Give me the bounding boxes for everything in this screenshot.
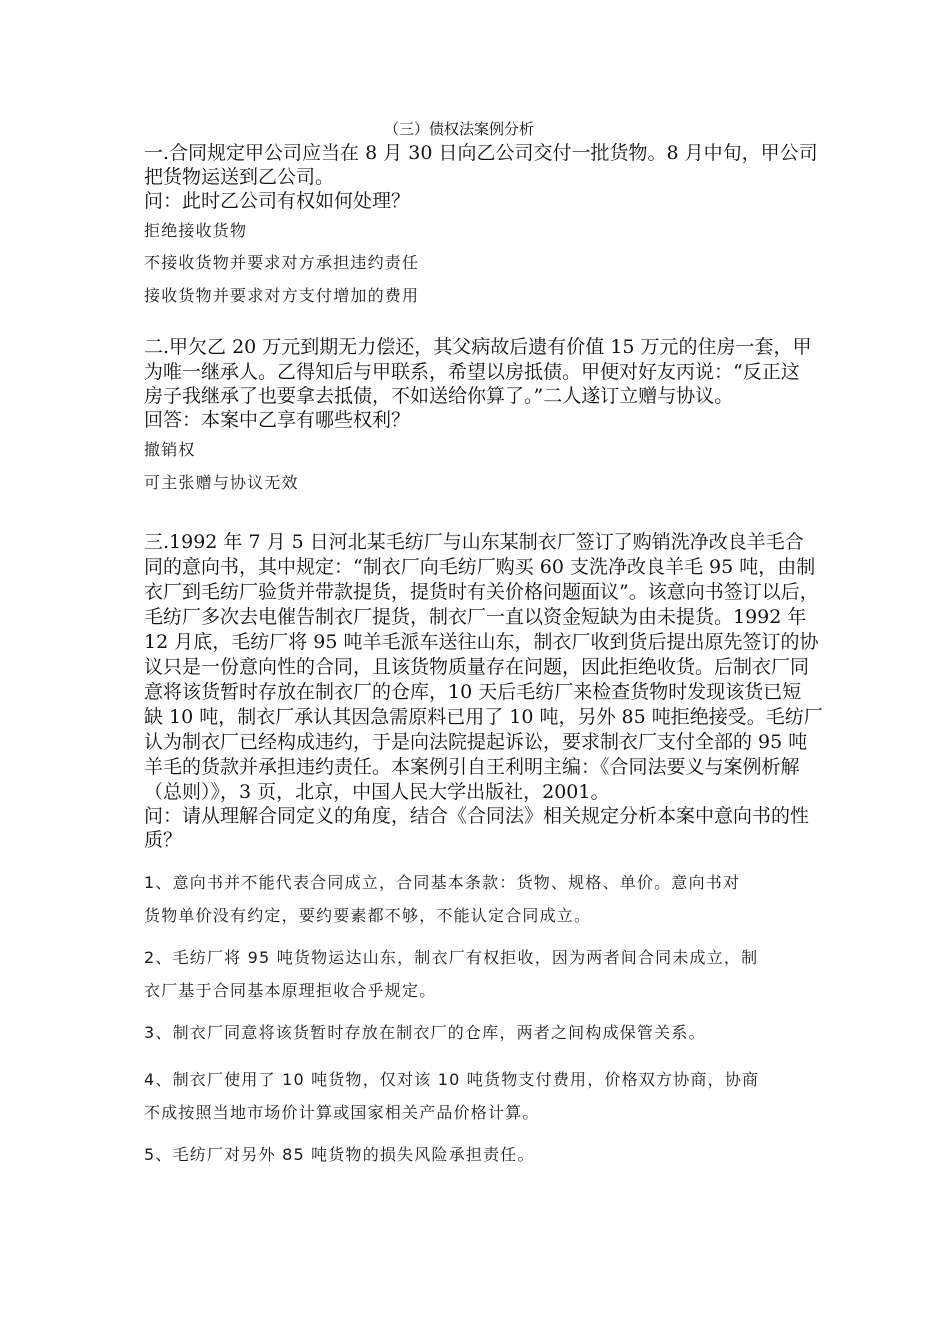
case3-question-line: 意将该货暂时存放在制衣厂的仓库，10 天后毛纺厂来检查货物时发现该货已短 [144, 681, 802, 703]
case3-question-line: 质？ [144, 829, 183, 851]
case2-question-line: 二.甲欠乙 20 万元到期无力偿还，其父病故后遗有价值 15 万元的住房一套，甲 [144, 336, 812, 358]
case1-answer: 拒绝接收货物 [144, 221, 248, 240]
case3-question-line: 认为制衣厂已经构成违约，于是向法院提起诉讼，要求制衣厂支付全部的 95 吨 [144, 731, 808, 753]
case1-answer: 接收货物并要求对方支付增加的费用 [144, 286, 420, 305]
case3-question-line: 毛纺厂多次去电催告制衣厂提货，制衣厂一直以资金短缺为由未提货。1992 年 [144, 606, 807, 628]
case3-question-line: （总则）》，3 页，北京，中国人民大学出版社，2001。 [144, 781, 610, 803]
case3-question-line: 12 月底，毛纺厂将 95 吨羊毛派车送往山东，制衣厂收到货后提出原先签订的协 [144, 631, 819, 653]
document-title: （三）债权法案例分析 [384, 120, 535, 138]
case3-question-line: 同的意向书，其中规定：“制衣厂向毛纺厂购买 60 支洗净改良羊毛 95 吨，由制 [144, 556, 816, 578]
case2-question-line: 回答：本案中乙享有哪些权利？ [144, 409, 411, 431]
case3-question-line: 羊毛的货款并承担违约责任。本案例引自王利明主编：《合同法要义与案例析解 [144, 756, 800, 778]
case3-answer-line: 1、意向书并不能代表合同成立，合同基本条款：货物、规格、单价。意向书对 [144, 873, 741, 892]
case3-answer-line: 4、制衣厂使用了 10 吨货物，仅对该 10 吨货物支付费用，价格双方协商，协商 [144, 1070, 760, 1089]
case3-answer-line: 2、毛纺厂将 95 吨货物运达山东，制衣厂有权拒收，因为两者间合同未成立，制 [144, 948, 759, 967]
case2-question-line: 房子我继承了也要拿去抵债，不如送给你算了。”二人遂订立赠与协议。 [144, 385, 734, 407]
case3-answer-line: 衣厂基于合同基本原理拒收合乎规定。 [144, 981, 437, 1000]
case3-question-line: 衣厂到毛纺厂验货并带款提货，提货时有关价格问题面议”。该意向书签订以后， [144, 581, 819, 603]
case3-answer-line: 5、毛纺厂对另外 85 吨货物的损失风险承担责任。 [144, 1145, 535, 1164]
case3-answer-line: 不成按照当地市场价计算或国家相关产品价格计算。 [144, 1103, 540, 1122]
case3-answer-line: 3、制衣厂同意将该货暂时存放在制衣厂的仓库，两者之间构成保管关系。 [144, 1023, 706, 1042]
case2-answer: 撤销权 [144, 440, 196, 459]
case1-answer: 不接收货物并要求对方承担违约责任 [144, 253, 420, 272]
case1-question-line: 一.合同规定甲公司应当在 8 月 30 日向乙公司交付一批货物。8 月中旬，甲公司 [144, 142, 818, 164]
case3-question-line: 议只是一份意向性的合同，且该货物质量存在问题，因此拒绝收货。后制衣厂同 [144, 656, 810, 678]
case3-answer-line: 货物单价没有约定，要约要素都不够，不能认定合同成立。 [144, 906, 592, 925]
case3-question-line: 问：请从理解合同定义的角度，结合《合同法》相关规定分析本案中意向书的性 [144, 805, 810, 827]
case1-question-line: 把货物运送到乙公司。 [144, 166, 335, 188]
case3-question-line: 缺 10 吨，制衣厂承认其因急需原料已用了 10 吨，另外 85 吨拒绝接受。毛纺厂 [144, 706, 823, 728]
case3-question-line: 三.1992 年 7 月 5 日河北某毛纺厂与山东某制衣厂签订了购销洗净改良羊毛合 [144, 531, 804, 553]
case2-answer: 可主张赠与协议无效 [144, 473, 299, 492]
case1-question-line: 问：此时乙公司有权如何处理？ [144, 190, 411, 212]
case2-question-line: 为唯一继承人。乙得知后与甲联系，希望以房抵债。甲便对好友丙说：“反正这 [144, 361, 800, 383]
